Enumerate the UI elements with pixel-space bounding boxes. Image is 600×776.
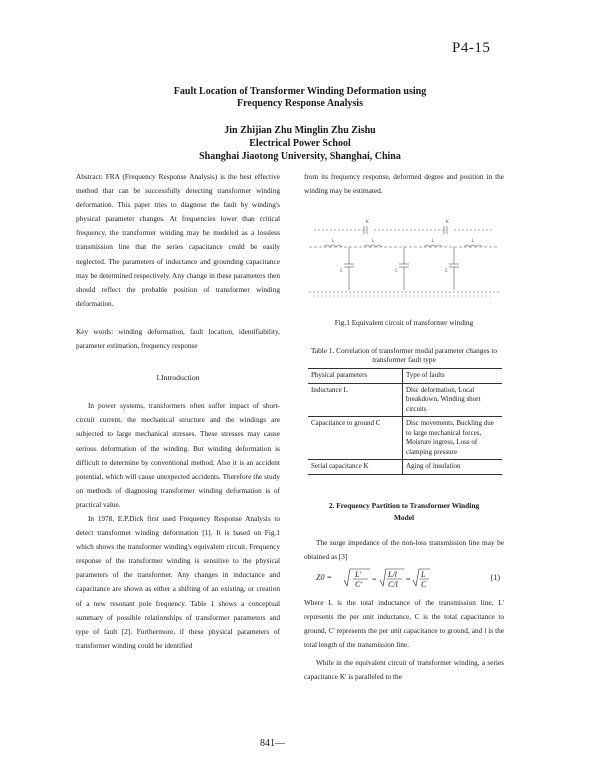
section-2-heading-line-1: 2. Frequency Partition to Transformer Winding [328, 501, 480, 510]
svg-text:C: C [421, 580, 427, 589]
svg-text:L': L' [355, 570, 362, 579]
table-row [308, 460, 502, 475]
svg-text:L: L [432, 238, 435, 243]
equation-1 [316, 566, 504, 592]
intro-paragraph-2: In 1978, E.P.Dick first used Frequency Response Analysis to detect transformer winding deformation [1]. It is based on Fig.1 which shows the transformer winding's equivalent circuit. Frequency response of the transformer winding is sensitive to the physical parameters of the transformer. Any changes in inductance and capacitance are shown as either a shifting of an existing, or creation of a new resonant pole frequency. Table 1 shows a conceptual summary of possible relationships of transformer parameters and type of fault [2]. Furthermore, if these physical parameters of transformer winding could be identified [76, 513, 280, 650]
figure-1-caption: Fig.1 Equivalent circuit of transformer winding [334, 318, 474, 327]
table-cell: Disc deformation, Local breakdown, Winding short circuits [403, 383, 503, 417]
section-2-heading [304, 500, 504, 524]
table-cell: Serial capacitance K [308, 460, 403, 475]
fault-correlation-table [308, 368, 502, 475]
svg-text:=: = [372, 575, 377, 584]
table-cell: Disc movements, Buckling due to large mechanical forces, Moisture ingress, Loss of clamping pressure [403, 417, 503, 460]
svg-text:L/l: L/l [388, 570, 397, 579]
table-cell: Inductance L [308, 383, 403, 417]
svg-text:L: L [332, 238, 335, 243]
keywords: Key words: winding deformation, fault location, identifiability, parameter estimation, frequency response [76, 326, 280, 351]
figure-1 [304, 212, 504, 312]
table-cell: Capacitance to ground C [308, 417, 403, 460]
last-paragraph: While in the equivalent circuit of transformer winding, a series capacitance K' is paralleled to the [304, 658, 504, 682]
title-line-1: Fault Location of Transformer Winding Deformation using [173, 86, 427, 97]
svg-text:L: L [472, 238, 475, 243]
table-header-cell: Physical parameters [308, 369, 403, 384]
table-1-caption: Table 1. Correlation of transformer modal parameter changes to transformer fault type [310, 346, 498, 364]
author-block [60, 124, 540, 163]
equation-lhs: Z0 = [316, 573, 332, 582]
table-1 [308, 368, 502, 475]
table-header-cell: Type of faults [403, 369, 503, 384]
affiliation-university: Shanghai Jiaotong University, Shanghai, China [199, 151, 401, 162]
right-intro-text: from its frequency response, deformed degree and position in the winding may be estimated. [304, 172, 504, 196]
intro-paragraph-1: In power systems, transformers often suffer impact of short-circuit current, the mechanical structure and the windings are subjected to large mechanical stresses. These stresses may cause serious deformation of the winding. But winding deformation is difficult to determine by conventional method. Also it is an accident potential, which will cause unexpected accidents. Therefore the study on methods of diagnosing transformer winding deformation is of practical value. [76, 401, 280, 509]
svg-text:=: = [406, 575, 411, 584]
right-column-body [304, 536, 504, 564]
table-row [308, 383, 502, 417]
svg-text:C: C [340, 268, 343, 273]
svg-text:K: K [366, 219, 369, 224]
paper-title [60, 86, 540, 110]
page-footer: 841— [260, 738, 285, 749]
affiliation-school: Electrical Power School [249, 138, 351, 149]
equation-number: (1) [490, 573, 500, 582]
intro-heading: I.Introduction [156, 373, 200, 383]
authors: Jin Zhijian Zhu Minglin Zhu Zishu [224, 125, 376, 136]
right-column-bottom [304, 596, 504, 685]
svg-text:C: C [395, 268, 398, 273]
svg-text:L: L [421, 570, 426, 579]
section-2-heading-line-2: Model [393, 513, 415, 522]
svg-text:C: C [445, 268, 448, 273]
where-text: Where L is the total inductance of the transmission line, L' represents the per unit inductance, C is the total capacitance to ground, C' represents the per unit capacitance to ground, and l is the total length of the transmission line. [304, 598, 504, 650]
surge-impedance-text: The surge impedance of the non-loss transmission line may be obtained as [3] [304, 538, 504, 562]
equivalent-circuit-diagram [304, 212, 504, 312]
svg-text:K: K [446, 219, 449, 224]
svg-text:C': C' [355, 580, 363, 589]
svg-text:L: L [372, 238, 375, 243]
right-column-top [304, 170, 504, 198]
table-header-row [308, 369, 502, 384]
equation-body [342, 566, 432, 592]
left-column [76, 170, 280, 653]
title-line-2: Frequency Response Analysis [237, 98, 363, 109]
table-cell: Aging of insulation [403, 460, 503, 475]
table-row [308, 417, 502, 460]
svg-text:C/l: C/l [388, 580, 398, 589]
abstract: Abstract: FRA (Frequency Response Analysis) is the best effective method that can be successfully detecting transformer winding deformation. This paper tries to diagnose the fault by winding's physical parameter changes. At frequencies lower than critical frequency, the transformer winding may be modeled as a lossless transmission line that the series capacitance could be easily neglected. The parameters of inductance and grounding capacitance may be determined respectively. Any change in these parameters then should reflect the probable position of transformer winding deformation. [76, 172, 280, 308]
page-id: P4-15 [452, 40, 491, 56]
